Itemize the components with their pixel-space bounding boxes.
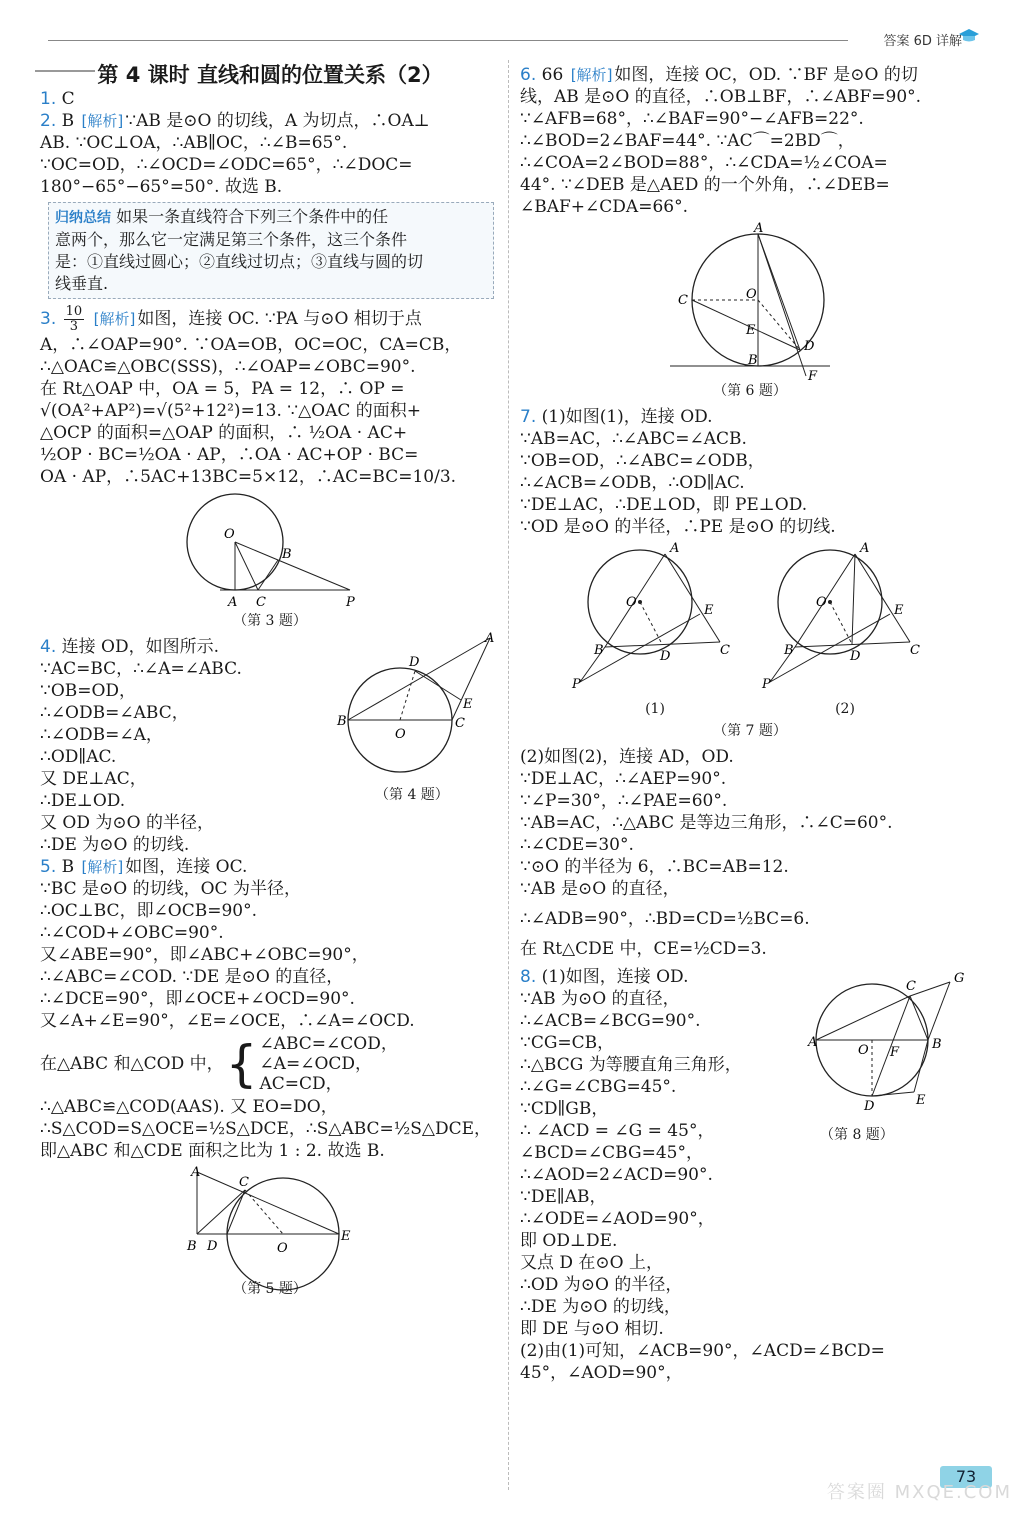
svg-text:B: B — [748, 353, 758, 368]
svg-text:E: E — [463, 697, 473, 712]
svg-text:B: B — [594, 643, 604, 658]
svg-text:O: O — [746, 287, 757, 302]
analysis-tag: [ 解析 ] — [569, 66, 615, 84]
svg-text:C: C — [455, 716, 465, 731]
svg-text:O: O — [277, 1241, 288, 1256]
figure-q7-1 — [570, 542, 740, 692]
summary-box: 归纳总结 如果一条直线符合下列三个条件中的任 意两个，那么它一定满足第三个条件，这三个条件 是：①直线过圆心；②直线过切点；③直线与圆的切 线垂直. — [48, 202, 494, 299]
q4: 4. 连接 OD，如图所示. ∵AC=BC，∴∠A=∠ABC. ∵OB=OD， ∴∠ODB=∠ABC， ∴∠ODB=∠A， ∴OD∥AC. 又 DE⊥AC， ∴DE⊥OD. 又 OD 为⊙O 的半径， ∴DE 为⊙O 的切线. A D E B O C （第 4 题） — [40, 636, 500, 856]
svg-text:O: O — [816, 595, 827, 610]
caption-q8: （第 8 题） — [820, 1127, 894, 1143]
q3: 3. $\frac{10}{3}$ [ 解析 ] 如图，连接 OC. ∵PA 与⊙O 相切于点 A，∴∠OAP=90°. ∵OA=OB，OC=OC，CA=CB， ∴△OAC≌△OBC(SSS)，∴∠OAP=∠OBC=90°. 在 Rt△OAP 中，OA = 5，PA = 12，∴ OP = √(OA²+AP²)=√(5²+12²)=13. ∵△OAC 的面积+ △OCP 的面积=△OAP 的面积，∴ ½OA · AC+ ½OP · BC=½OA · AP，∴OA · AC+OP · BC= OA · AP，∴5AC+13BC=5×12，∴AC=BC=10/3. O B A C P （第 3 题） — [40, 305, 500, 632]
caption-q5: （第 5 题） — [233, 1281, 307, 1297]
svg-text:O: O — [858, 1043, 869, 1058]
svg-text:A: A — [860, 541, 870, 556]
svg-text:A: A — [485, 631, 495, 646]
caption-q4: （第 4 题） — [375, 787, 449, 803]
svg-text:D: D — [409, 655, 420, 670]
q7: 7. (1)如图(1)，连接 OD. ∵AB=AC，∴∠ABC=∠ACB. ∵OB=OD，∴∠ABC=∠ODB， ∴∠ACB=∠ODB，∴OD∥AC. ∵DE⊥AC，∴DE⊥OD，即 PE⊥OD. ∵OD 是⊙O 的半径，∴PE 是⊙O 的切线. A O E B D C P (1) A O E B D C P (2) （第 7 题） (2)如图(2)，连接 AD，OD. ∵DE⊥AC，∴∠AEP=90°. ∵∠P=30°，∴∠PAE=60°. ∵AB=AC，∴△ABC 是等边三角形，∴∠C=60°. ∴∠CDE=30°. ∵⊙O 的半径为 6，∴BC=AB=12. ∵AB 是⊙O 的直径， ∴∠ADB=90°，∴BD=CD=½BC=6. 在 Rt△CDE 中，CE=½CD=3. — [520, 406, 980, 960]
figure-q4 — [335, 628, 505, 778]
svg-text:E: E — [894, 603, 904, 618]
svg-text:O: O — [224, 527, 235, 542]
figure-q6 — [660, 221, 840, 384]
answer-fraction: $\frac{10}{3}$ — [65, 304, 83, 334]
svg-text:C: C — [256, 595, 266, 610]
svg-text:B: B — [187, 1239, 197, 1254]
caption-q7: （第 7 题） — [713, 723, 787, 739]
header-rule — [48, 40, 848, 41]
svg-text:C: C — [239, 1175, 249, 1190]
svg-text:C: C — [906, 979, 916, 994]
analysis-tag: [ 解析 ] — [80, 112, 126, 130]
caption-q3: （第 3 题） — [233, 613, 307, 629]
fig7-label-2: (2) — [835, 701, 855, 717]
q5: 5. B [ 解析 ] 如图，连接 OC. ∵BC 是⊙O 的切线，OC 为半径， ∴OC⊥BC，即∠OCB=90°. ∴∠COD+∠OBC=90°. 又∠ABE=90°，即∠ABC+∠OBC=90°， ∴∠ABC=∠COD. ∵DE 是⊙O 的直径， ∴∠DCE=90°，即∠OCE+∠OCD=90°. 又∠A+∠E=90°，∠E=∠OCE，∴∠A=∠OCD. 在△ABC 和△COD 中， { ∠ABC=∠COD， ∠A=∠OCD， AC=CD， ∴△ABC≌△COD(AAS). 又 EO=DO， ∴S△COD=S△OCE=½S△DCE，∴S△ABC=½S△DCE， 即△ABC 和△CDE 面积之比为 1 : 2. 故选 B. A C B D O E （第 5 题） — [40, 856, 500, 1300]
svg-text:B: B — [282, 547, 292, 562]
watermark: 答案圈 MXQE.COM — [826, 1482, 1012, 1503]
q2: 2. B [ 解析 ] ∵AB 是⊙O 的切线，A 为切点，∴OA⊥ AB. ∵OC⊥OA，∴AB∥OC，∴∠B=65°. ∵OC=OD，∴∠OCD=∠ODC=65°，∴∠DOC= 180°−65°−65°=50°. 故选 B. — [40, 110, 500, 198]
page-number: 73 — [940, 1466, 992, 1488]
svg-text:A: A — [191, 1165, 201, 1180]
graduation-cap-icon — [958, 28, 980, 44]
figure-q5 — [175, 1166, 365, 1278]
svg-text:P: P — [572, 677, 581, 692]
column-divider — [508, 60, 510, 1490]
svg-text:P: P — [762, 677, 771, 692]
svg-text:F: F — [808, 369, 818, 384]
svg-text:F: F — [890, 1045, 900, 1060]
q6: 6. 66 [ 解析 ] 如图，连接 OC，OD. ∵BF 是⊙O 的切 线，AB 是⊙O 的直径，∴OB⊥BF，∴∠ABF=90°. ∵∠AFB=68°，∴∠BAF=90°−∠AFB=22°. ∴∠BOD=2∠BAF=44°. ∵AC⌒=2BD⌒， ∴∠COA=2∠BOD=88°，∴∠CDA=½∠COA= 44°. ∵∠DEB 是△AED 的一个外角，∴∠DEB= ∠BAF+∠CDA=66°. A O C E B D F （第 6 题） — [520, 64, 980, 402]
svg-text:C: C — [720, 643, 730, 658]
svg-text:B: B — [337, 714, 347, 729]
svg-text:C: C — [678, 293, 688, 308]
right-column — [520, 60, 980, 1384]
svg-text:O: O — [395, 727, 406, 742]
svg-text:D: D — [850, 649, 861, 664]
svg-text:D: D — [207, 1239, 218, 1254]
svg-text:D: D — [864, 1099, 875, 1114]
q1: 1. C — [40, 89, 75, 109]
svg-text:A: A — [670, 541, 680, 556]
caption-q6: （第 6 题） — [713, 383, 787, 399]
svg-text:D: D — [660, 649, 671, 664]
svg-text:E: E — [341, 1229, 351, 1244]
svg-text:E: E — [746, 323, 756, 338]
header-label: 答案 6D 详解 — [883, 34, 962, 49]
left-column — [40, 60, 500, 1304]
svg-text:P: P — [346, 595, 355, 610]
svg-text:A: A — [228, 595, 238, 610]
title-dash — [35, 70, 95, 72]
analysis-tag: [ 解析 ] — [80, 858, 126, 876]
section-title: 第 4 课时 直线和圆的位置关系（2） — [97, 63, 443, 87]
svg-text:B: B — [932, 1037, 942, 1052]
q8: 8. (1)如图，连接 OD. ∵AB 为⊙O 的直径， ∴∠ACB=∠BCG=90°. ∵CG=CB， ∴△BCG 为等腰直角三角形， ∴∠G=∠CBG=45°. ∵CD∥GB， ∴ ∠ACD = ∠G = 45°， ∠BCD=∠CBG=45°， ∴∠AOD=2∠ACD=90°. ∵DE∥AB， ∴∠ODE=∠AOD=90°， 即 OD⊥DE. 又点 D 在⊙O 上， ∴OD 为⊙O 的半径， ∴DE 为⊙O 的切线， 即 DE 与⊙O 相切. (2)由(1)可知，∠ACB=90°，∠ACD=∠BCD= 45°，∠AOD=90°， C G A O F B D E （第 8 题） — [520, 966, 980, 1384]
svg-text:E: E — [704, 603, 714, 618]
svg-text:D: D — [804, 339, 815, 354]
figure-q3 — [160, 492, 380, 610]
svg-text:O: O — [626, 595, 637, 610]
summary-label: 归纳总结 — [55, 210, 111, 226]
svg-text:A: A — [808, 1035, 818, 1050]
fig7-label-1: (1) — [645, 701, 665, 717]
svg-text:A: A — [754, 221, 764, 236]
svg-text:G: G — [954, 971, 965, 986]
svg-text:E: E — [916, 1093, 926, 1108]
analysis-tag: [ 解析 ] — [92, 310, 138, 328]
figure-q8 — [810, 968, 980, 1118]
figure-q7-2 — [760, 542, 930, 692]
svg-text:C: C — [910, 643, 920, 658]
svg-text:B: B — [784, 643, 794, 658]
